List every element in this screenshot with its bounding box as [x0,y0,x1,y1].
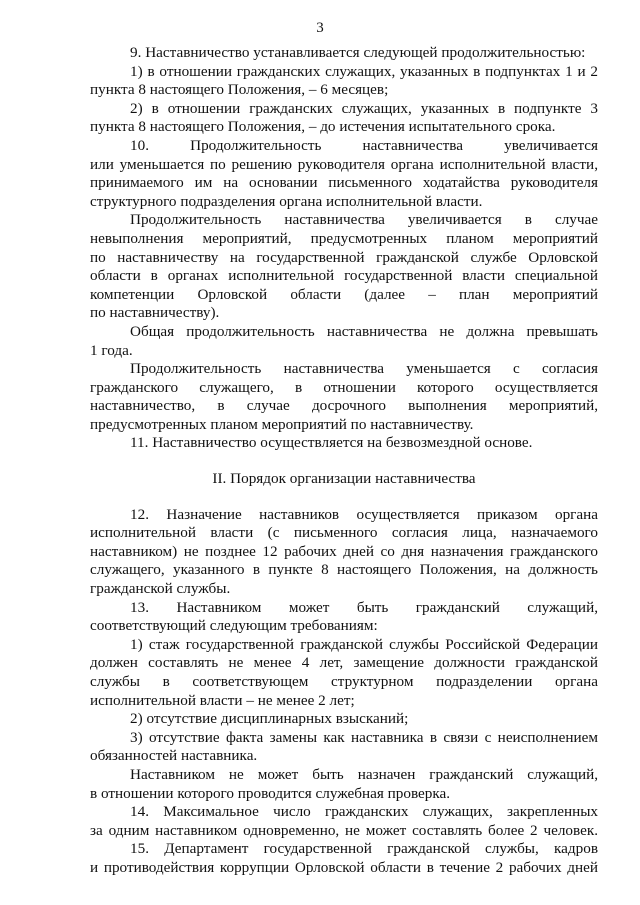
section-heading: II. Порядок организации наставничества [212,470,476,488]
text-line: 3) отсутствие факта замены как наставника в связи с неисполнением [130,728,598,746]
text-line: Общая продолжительность наставничества не должна превышать [130,322,598,340]
text-line: за одним наставником одновременно, не может составлять более 2 человек. [90,821,598,839]
text-line: 14. Максимальное число гражданских служащих, закрепленных [130,803,598,821]
text-line: 1) стаж государственной гражданской службы Российской Федерации [130,635,598,653]
text-line: наставником) не позднее 12 рабочих дней со дня назначения гражданского [90,542,598,560]
text-line: исполнительной власти – не менее 2 лет; [90,691,355,709]
text-line: соответствующий следующим требованиям: [90,617,378,635]
document-body [90,44,598,878]
text-line: служащего, указанного в пункте 8 настоящего Положения, на должность [90,561,598,579]
text-line: в отношении которого проводится служебная проверка. [90,784,451,802]
text-line: гражданского служащего, в отношении которого осуществляется [90,378,598,396]
text-line: 2) отсутствие дисциплинарных взысканий; [130,710,409,728]
text-line: обязанностей наставника. [90,747,258,765]
text-line: должен составлять не менее 4 лет, замещение должности гражданской [90,654,598,672]
text-line: компетенции Орловской области (далее – план мероприятий [90,285,598,303]
text-line: структурного подразделения органа исполнительной власти. [90,192,483,210]
text-line: 2) в отношении гражданских служащих, указанных в подпункте 3 [130,99,598,117]
text-line: по наставничеству на государственной гражданской службе Орловской [90,248,598,266]
text-line: 1) в отношении гражданских служащих, указанных в подпунктах 1 и 2 [130,62,598,80]
text-line: пункта 8 настоящего Положения, – до истечения испытательного срока. [90,118,556,136]
text-line: области в органах исполнительной государственной власти специальной [90,267,598,285]
text-line: невыполнения мероприятий, предусмотренных планом мероприятий [90,229,598,247]
text-line: предусмотренных планом мероприятий по наставничеству. [90,415,474,433]
text-line: исполнительной власти (с письменного согласия лица, назначаемого [90,524,598,542]
text-line: гражданской службы. [90,580,231,598]
text-line: 11. Наставничество осуществляется на безвозмездной основе. [130,434,533,452]
text-line: наставничество, в случае досрочного выполнения мероприятий, [90,397,598,415]
text-line: или уменьшается по решению руководителя органа исполнительной власти, [90,155,598,173]
text-line: Наставником не может быть назначен гражданский служащий, [130,765,598,783]
text-line: пункта 8 настоящего Положения, – 6 месяцев; [90,81,389,99]
text-line: 9. Наставничество устанавливается следующей продолжительностью: [130,44,586,61]
text-line: службы в соответствующем структурном подразделении органа [90,673,598,690]
text-line: Продолжительность наставничества увеличивается в случае [130,211,598,229]
text-line: 1 года. [90,341,133,359]
text-line: и противодействия коррупции Орловской области в течение 2 рабочих дней [90,858,598,876]
text-line: 13. Наставником может быть гражданский служащий, [130,598,598,616]
text-line: 15. Департамент государственной гражданской службы, кадров [130,840,598,858]
text-line: 10. Продолжительность наставничества увеличивается [130,136,598,154]
page-number: 3 [316,20,324,36]
text-line: Продолжительность наставничества уменьшается с согласия [130,360,598,378]
text-line: 12. Назначение наставников осуществляется приказом органа [130,505,598,523]
text-line: по наставничеству). [90,304,220,322]
text-line: принимаемого им на основании письменного ходатайства руководителя [90,174,598,192]
